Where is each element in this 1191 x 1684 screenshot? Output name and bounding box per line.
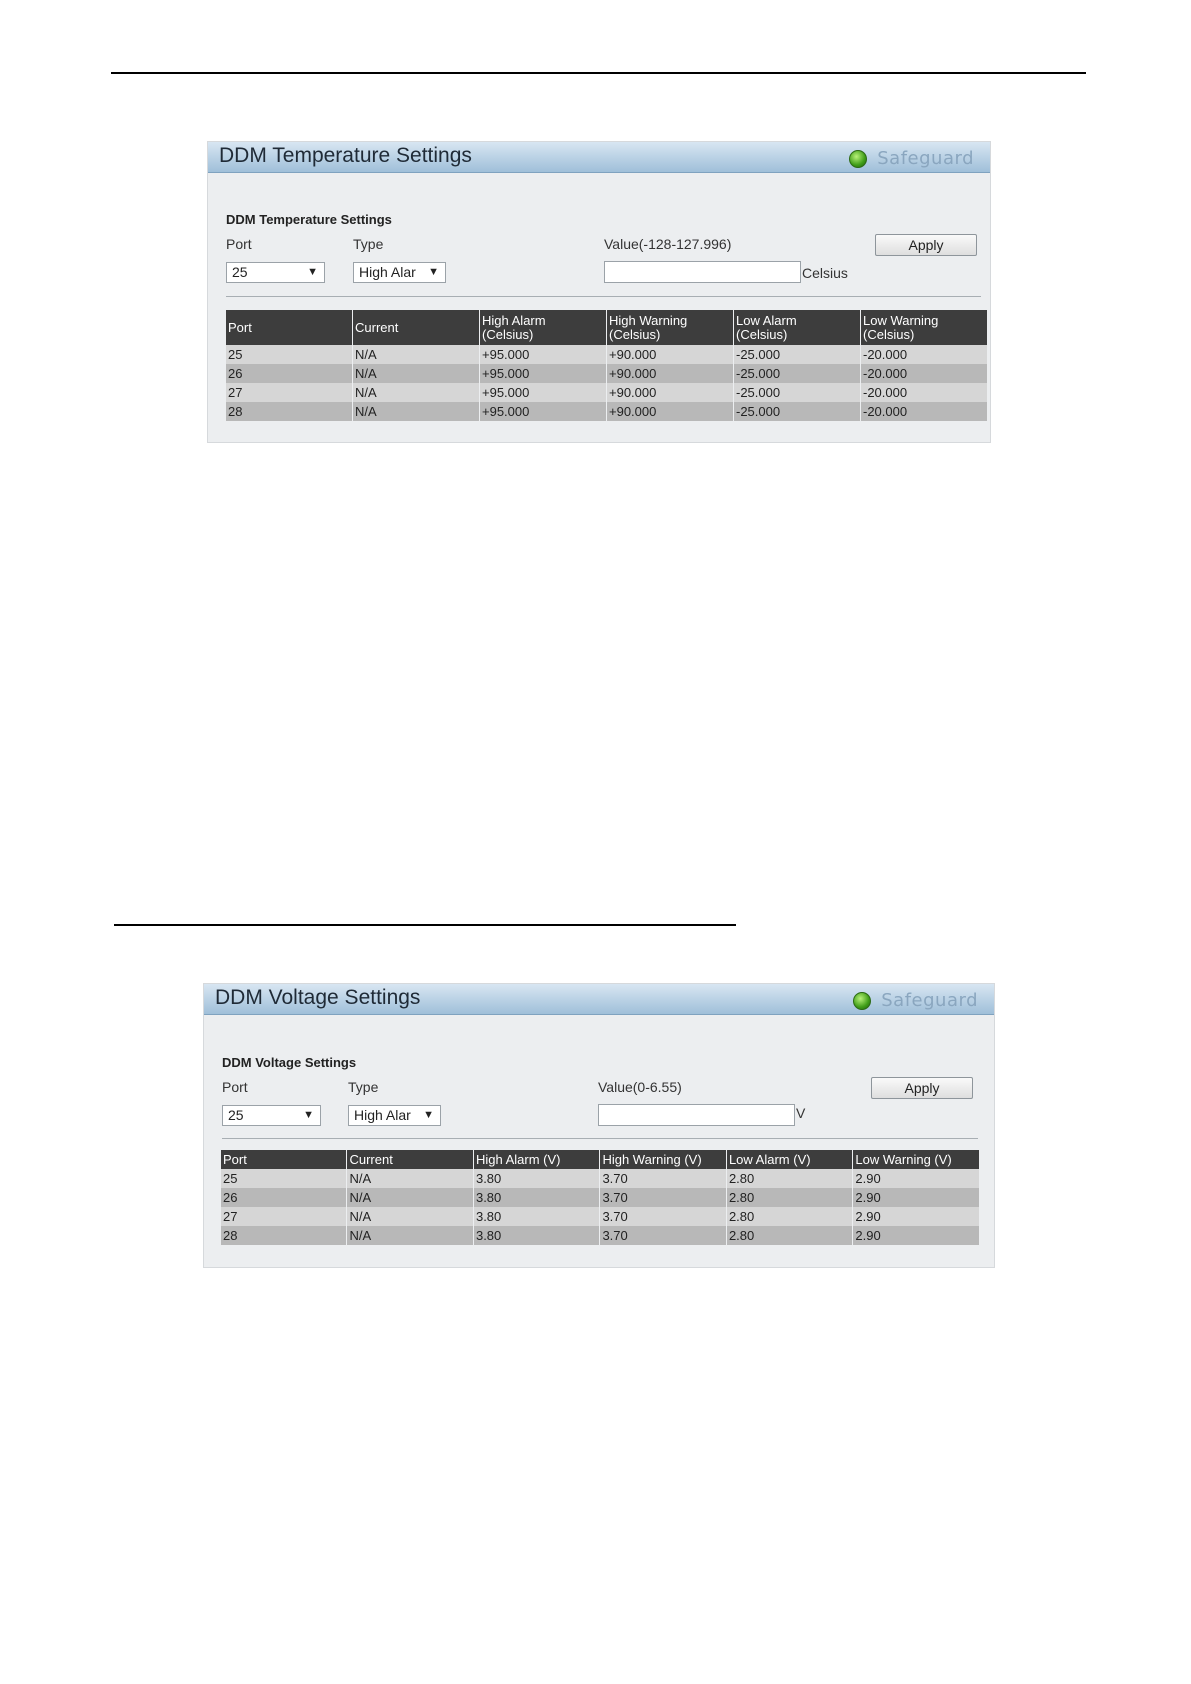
table-cell: +90.000 bbox=[607, 402, 733, 421]
apply-button[interactable]: Apply bbox=[875, 234, 977, 256]
value-label: Value(-128-127.996) bbox=[604, 236, 732, 252]
table-row bbox=[226, 364, 987, 383]
table-cell: -20.000 bbox=[861, 383, 987, 402]
table-row bbox=[221, 1169, 979, 1188]
port-label: Port bbox=[226, 236, 252, 252]
table-cell: 25 bbox=[226, 345, 352, 364]
type-label: Type bbox=[353, 236, 384, 252]
table-cell: N/A bbox=[353, 402, 479, 421]
table-cell: +95.000 bbox=[480, 345, 606, 364]
table-row bbox=[221, 1226, 979, 1245]
table-cell: 2.90 bbox=[853, 1207, 979, 1226]
column-header: Port bbox=[226, 310, 352, 345]
divider bbox=[222, 1138, 978, 1139]
table-cell: -20.000 bbox=[861, 402, 987, 421]
unit-label: Celsius bbox=[802, 265, 848, 281]
table-cell: +95.000 bbox=[480, 383, 606, 402]
type-select[interactable] bbox=[353, 262, 446, 283]
dropdown-arrow-icon: ▼ bbox=[303, 1109, 314, 1121]
table-cell: 3.80 bbox=[474, 1207, 599, 1226]
dropdown-arrow-icon: ▼ bbox=[307, 266, 318, 278]
table-cell: -25.000 bbox=[734, 345, 860, 364]
safeguard-indicator bbox=[853, 990, 978, 1011]
table-cell: -25.000 bbox=[734, 364, 860, 383]
port-select[interactable] bbox=[222, 1105, 321, 1126]
table-cell: 26 bbox=[221, 1188, 346, 1207]
table-row bbox=[221, 1207, 979, 1226]
table-row bbox=[226, 402, 987, 421]
temperature-table bbox=[225, 310, 988, 421]
table-cell: 3.70 bbox=[600, 1169, 725, 1188]
table-row bbox=[221, 1188, 979, 1207]
apply-button[interactable]: Apply bbox=[871, 1077, 973, 1099]
page-top-rule bbox=[111, 72, 1086, 74]
port-select-value: 25 bbox=[228, 1107, 244, 1123]
table-cell: N/A bbox=[347, 1226, 472, 1245]
safeguard-indicator bbox=[849, 148, 974, 169]
table-cell: -20.000 bbox=[861, 364, 987, 383]
safeguard-label: Safeguard bbox=[881, 990, 978, 1011]
table-cell: +90.000 bbox=[607, 383, 733, 402]
ddm-temperature-panel bbox=[207, 141, 991, 443]
table-row bbox=[226, 345, 987, 364]
table-cell: N/A bbox=[347, 1169, 472, 1188]
ddm-voltage-panel bbox=[203, 983, 995, 1268]
type-label: Type bbox=[348, 1079, 379, 1095]
table-cell: N/A bbox=[353, 383, 479, 402]
table-cell: +95.000 bbox=[480, 402, 606, 421]
column-header: Low Alarm (Celsius) bbox=[734, 310, 860, 345]
port-select[interactable] bbox=[226, 262, 325, 283]
value-label: Value(0-6.55) bbox=[598, 1079, 682, 1095]
table-cell: 28 bbox=[221, 1226, 346, 1245]
table-cell: N/A bbox=[347, 1207, 472, 1226]
section-rule bbox=[114, 924, 736, 926]
table-cell: 3.80 bbox=[474, 1169, 599, 1188]
table-cell: -25.000 bbox=[734, 383, 860, 402]
dropdown-arrow-icon: ▼ bbox=[423, 1109, 434, 1121]
type-select[interactable] bbox=[348, 1105, 441, 1126]
value-input[interactable] bbox=[604, 261, 801, 283]
dropdown-arrow-icon: ▼ bbox=[428, 266, 439, 278]
column-header: High Alarm (Celsius) bbox=[480, 310, 606, 345]
safeguard-status-icon bbox=[849, 150, 867, 168]
column-header: High Warning (Celsius) bbox=[607, 310, 733, 345]
table-row bbox=[226, 383, 987, 402]
column-header: High Alarm (V) bbox=[474, 1150, 599, 1169]
panel-header bbox=[204, 984, 994, 1015]
table-cell: N/A bbox=[347, 1188, 472, 1207]
column-header: Port bbox=[221, 1150, 346, 1169]
table-cell: 2.90 bbox=[853, 1188, 979, 1207]
table-cell: 3.70 bbox=[600, 1226, 725, 1245]
table-cell: +95.000 bbox=[480, 364, 606, 383]
table-cell: 27 bbox=[221, 1207, 346, 1226]
port-label: Port bbox=[222, 1079, 248, 1095]
table-cell: 3.70 bbox=[600, 1207, 725, 1226]
table-cell: 2.80 bbox=[727, 1207, 852, 1226]
column-header: Low Warning (Celsius) bbox=[861, 310, 987, 345]
table-cell: +90.000 bbox=[607, 364, 733, 383]
divider bbox=[226, 296, 981, 297]
table-cell: 2.90 bbox=[853, 1226, 979, 1245]
table-cell: 28 bbox=[226, 402, 352, 421]
type-select-value: High Alar bbox=[359, 264, 416, 280]
table-cell: 2.80 bbox=[727, 1169, 852, 1188]
safeguard-status-icon bbox=[853, 992, 871, 1010]
column-header: Current bbox=[347, 1150, 472, 1169]
section-title: DDM Voltage Settings bbox=[222, 1055, 357, 1070]
panel-header bbox=[208, 142, 990, 173]
type-select-value: High Alar bbox=[354, 1107, 411, 1123]
unit-label: V bbox=[796, 1105, 806, 1121]
table-cell: 3.70 bbox=[600, 1188, 725, 1207]
column-header: Low Warning (V) bbox=[853, 1150, 979, 1169]
table-cell: 25 bbox=[221, 1169, 346, 1188]
panel-title: DDM Voltage Settings bbox=[215, 986, 421, 1009]
column-header: Current bbox=[353, 310, 479, 345]
safeguard-label: Safeguard bbox=[877, 148, 974, 169]
table-cell: N/A bbox=[353, 345, 479, 364]
column-header: High Warning (V) bbox=[600, 1150, 725, 1169]
table-cell: 2.90 bbox=[853, 1169, 979, 1188]
port-select-value: 25 bbox=[232, 264, 248, 280]
table-cell: 2.80 bbox=[727, 1188, 852, 1207]
table-cell: 26 bbox=[226, 364, 352, 383]
table-cell: -25.000 bbox=[734, 402, 860, 421]
table-cell: -20.000 bbox=[861, 345, 987, 364]
section-title: DDM Temperature Settings bbox=[226, 212, 392, 227]
value-input[interactable] bbox=[598, 1104, 795, 1126]
table-cell: 2.80 bbox=[727, 1226, 852, 1245]
panel-title: DDM Temperature Settings bbox=[219, 144, 472, 167]
table-cell: +90.000 bbox=[607, 345, 733, 364]
table-cell: N/A bbox=[353, 364, 479, 383]
table-cell: 3.80 bbox=[474, 1226, 599, 1245]
column-header: Low Alarm (V) bbox=[727, 1150, 852, 1169]
table-cell: 27 bbox=[226, 383, 352, 402]
table-cell: 3.80 bbox=[474, 1188, 599, 1207]
voltage-table bbox=[220, 1150, 980, 1245]
